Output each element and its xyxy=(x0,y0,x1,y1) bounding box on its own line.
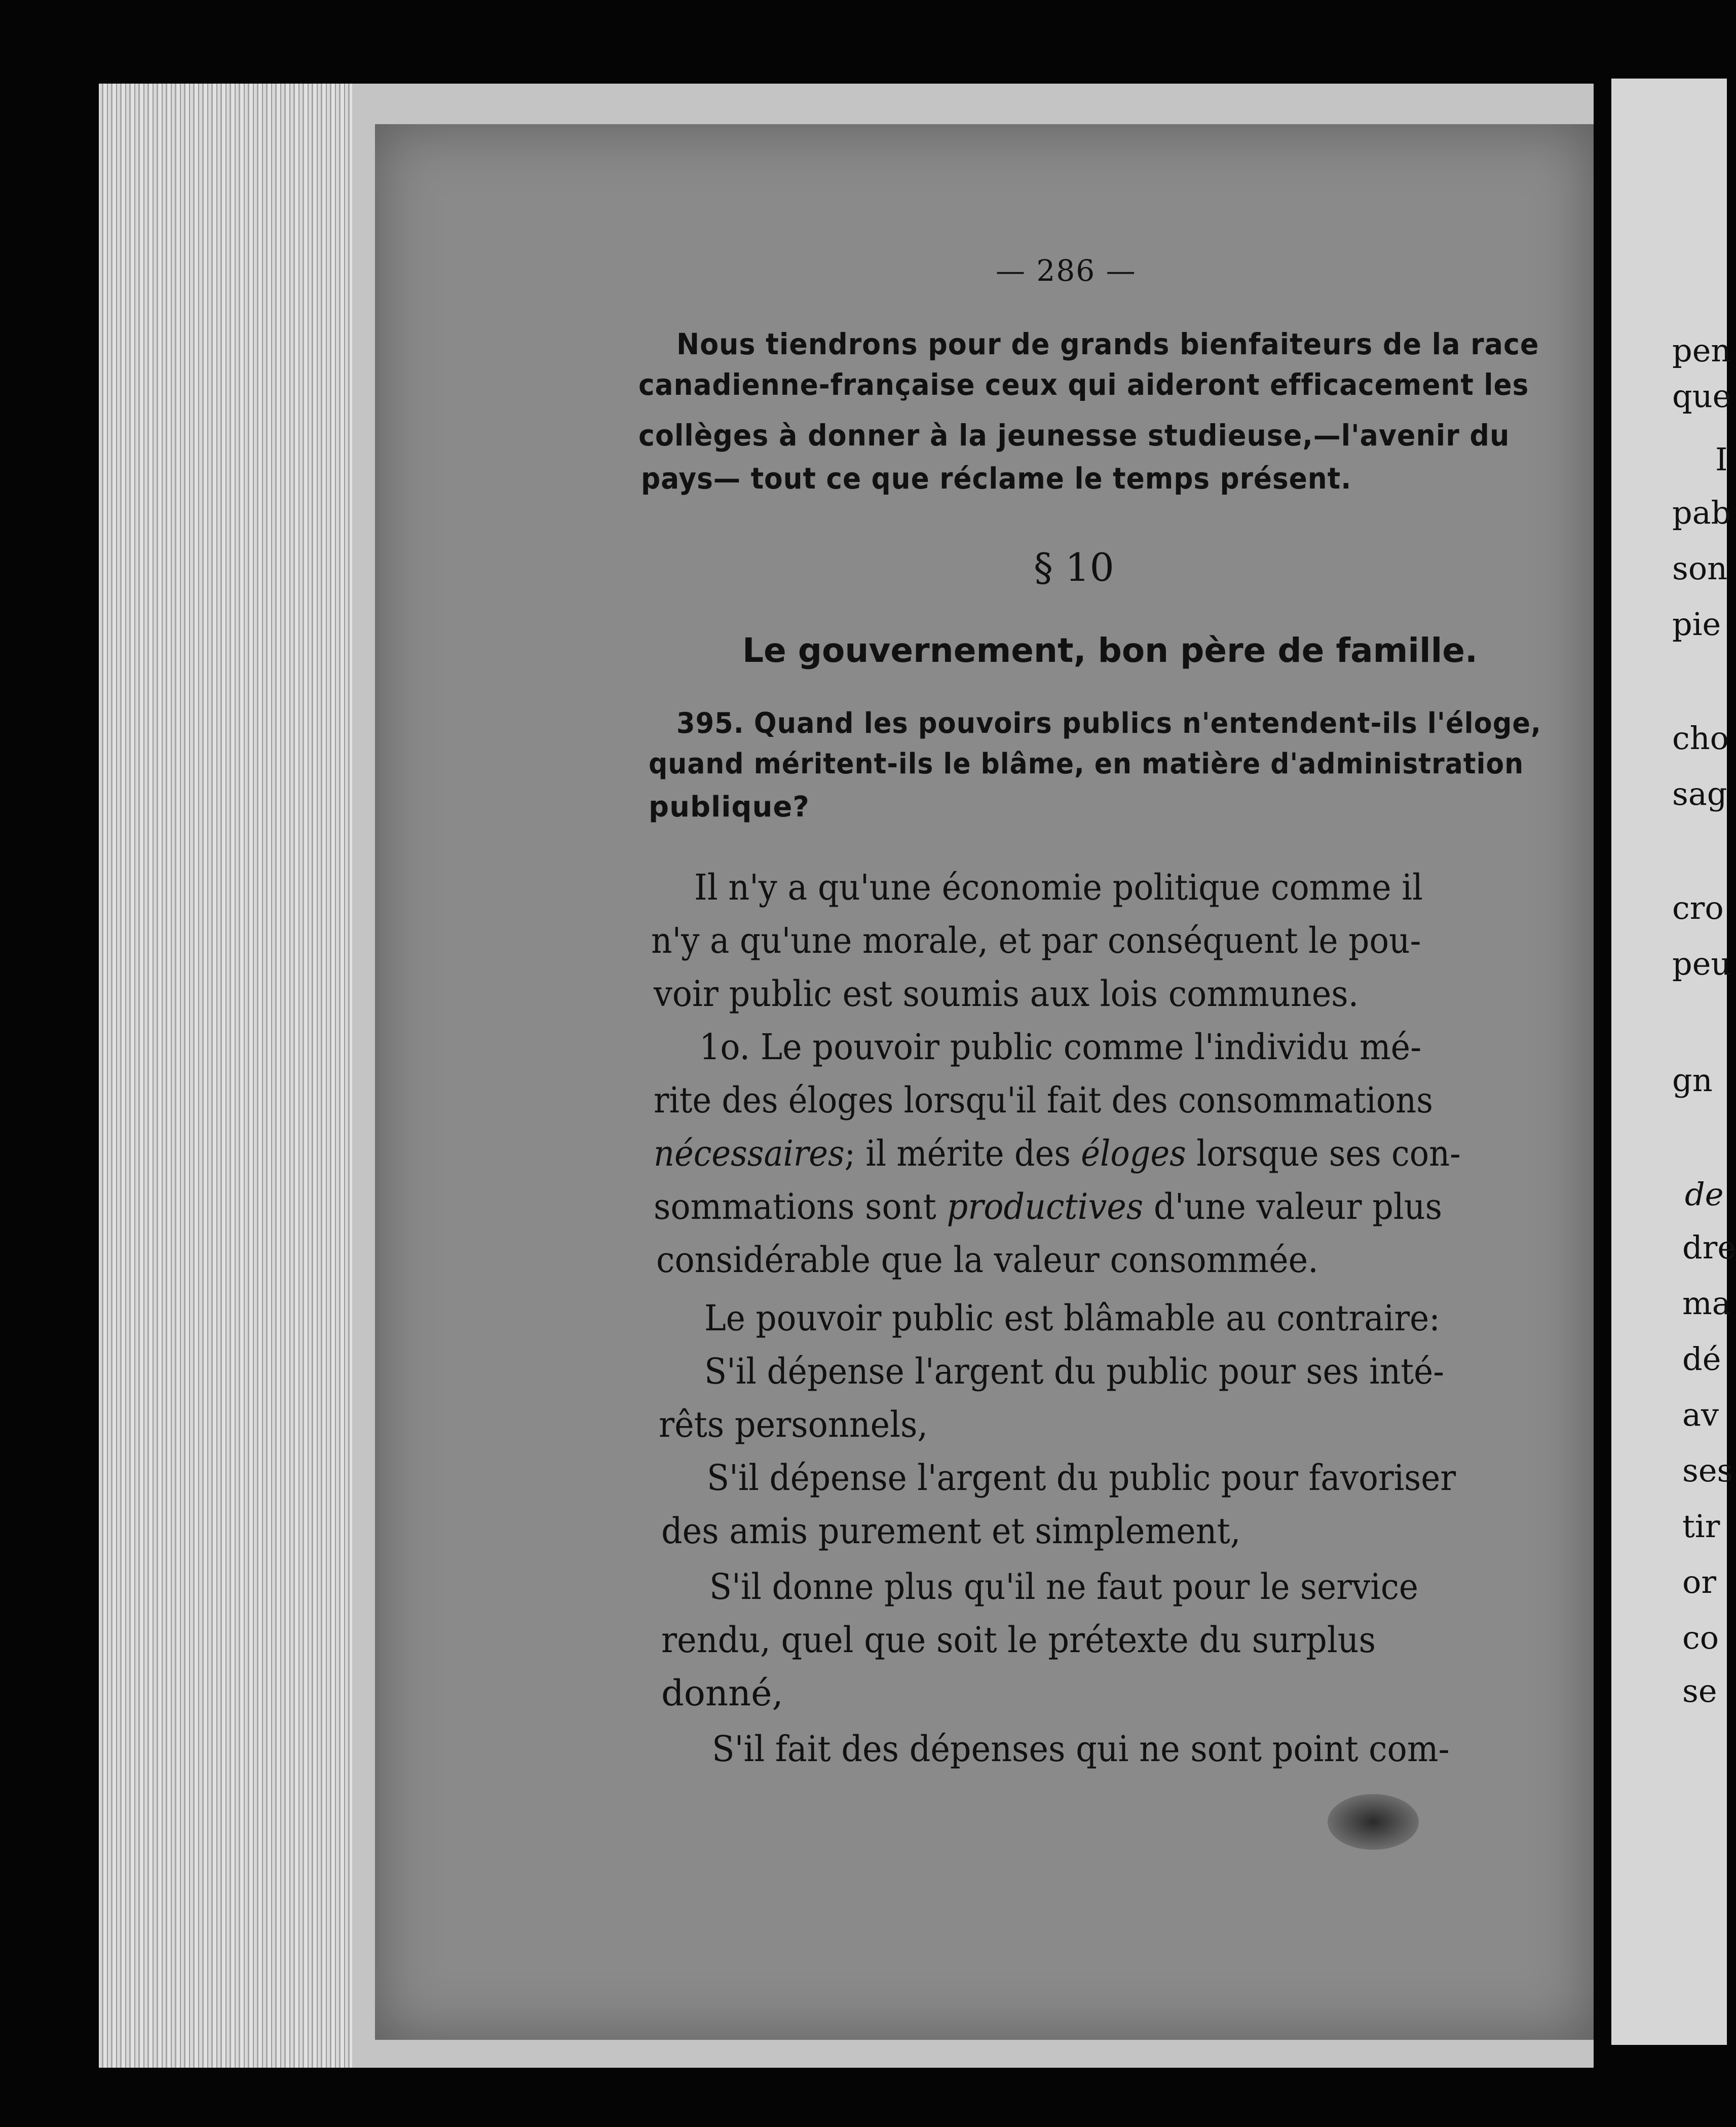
page-number: — 286 — xyxy=(996,253,1137,288)
question-line: publique? xyxy=(649,791,810,824)
text-run: sommations sont xyxy=(654,1186,947,1227)
body-line: rendu, quel que soit le prétexte du surplus xyxy=(661,1619,1376,1661)
body-line: Il n'y a qu'une économie politique comme il xyxy=(694,867,1423,908)
page-edges xyxy=(99,84,352,2068)
right-page-fragment: pen xyxy=(1672,332,1731,369)
body-line: S'il dépense l'argent du public pour favoriser xyxy=(707,1457,1456,1499)
body-line: donné, xyxy=(661,1672,783,1714)
body-line: S'il fait des dépenses qui ne sont point com- xyxy=(712,1728,1450,1770)
body-line xyxy=(654,1133,1461,1174)
right-page-fragment: pie xyxy=(1672,606,1721,643)
italic-word: nécessaires xyxy=(654,1133,845,1174)
right-page-fragment: ses xyxy=(1682,1452,1733,1489)
right-page-fragment: se xyxy=(1682,1672,1717,1709)
body-line: des amis purement et simplement, xyxy=(661,1510,1241,1552)
intro-line: Nous tiendrons pour de grands bienfaiteurs de la race xyxy=(676,327,1539,361)
body-line: voir public est soumis aux lois communes. xyxy=(654,973,1359,1015)
right-page-fragment: pab xyxy=(1672,494,1731,531)
italic-word: productives xyxy=(947,1186,1144,1227)
right-page-fragment: peu xyxy=(1672,945,1731,982)
intro-line: canadienne-française ceux qui aideront efficacement les xyxy=(638,367,1529,402)
right-page-fragment: av xyxy=(1682,1396,1719,1433)
right-page-fragment: I xyxy=(1715,441,1728,478)
body-line: rêts personnels, xyxy=(659,1404,928,1445)
ink-stain xyxy=(1328,1794,1419,1850)
question-line: 395. Quand les pouvoirs publics n'entendent-ils l'éloge, xyxy=(676,707,1541,740)
body-line: Le pouvoir public est blâmable au contraire: xyxy=(704,1297,1440,1339)
right-page-fragment: sag xyxy=(1672,775,1727,812)
right-page-fragment: or xyxy=(1682,1563,1716,1600)
right-page-fragment: son xyxy=(1672,550,1728,587)
right-page-fragment: cho xyxy=(1672,720,1729,757)
right-page-fragment: de xyxy=(1685,1176,1724,1213)
section-sign: § 10 xyxy=(1034,545,1114,590)
body-line: n'y a qu'une morale, et par conséquent le pou- xyxy=(651,920,1421,961)
body-line xyxy=(654,1186,1442,1227)
right-page-fragment: dé xyxy=(1682,1340,1721,1377)
right-page-fragment: dre xyxy=(1682,1229,1736,1266)
right-page-fragment: co xyxy=(1682,1619,1719,1656)
right-page-fragment: cro xyxy=(1672,889,1724,926)
right-page-fragment: ma xyxy=(1682,1285,1731,1322)
italic-word: éloges xyxy=(1081,1133,1186,1174)
intro-line: pays— tout ce que réclame le temps présent. xyxy=(641,461,1352,496)
body-line: rite des éloges lorsqu'il fait des consommations xyxy=(654,1079,1433,1121)
right-page-fragment: que xyxy=(1672,378,1731,415)
body-line: considérable que la valeur consommée. xyxy=(656,1239,1318,1281)
question-line: quand méritent-ils le blâme, en matière d'administration xyxy=(649,748,1524,780)
text-run: ; il mérite des xyxy=(844,1133,1081,1174)
text-run: lorsque ses con- xyxy=(1186,1133,1461,1174)
body-line: S'il donne plus qu'il ne faut pour le service xyxy=(709,1566,1419,1608)
intro-line: collèges à donner à la jeunesse studieuse,—l'avenir du xyxy=(638,418,1510,453)
right-page-fragment: gn xyxy=(1672,1062,1713,1099)
right-page-fragment: tir xyxy=(1682,1508,1720,1545)
text-run: d'une valeur plus xyxy=(1143,1186,1443,1227)
section-title: Le gouvernement, bon père de famille. xyxy=(742,631,1478,670)
body-line: 1o. Le pouvoir public comme l'individu mé- xyxy=(699,1026,1422,1068)
body-line: S'il dépense l'argent du public pour ses inté- xyxy=(704,1351,1444,1392)
